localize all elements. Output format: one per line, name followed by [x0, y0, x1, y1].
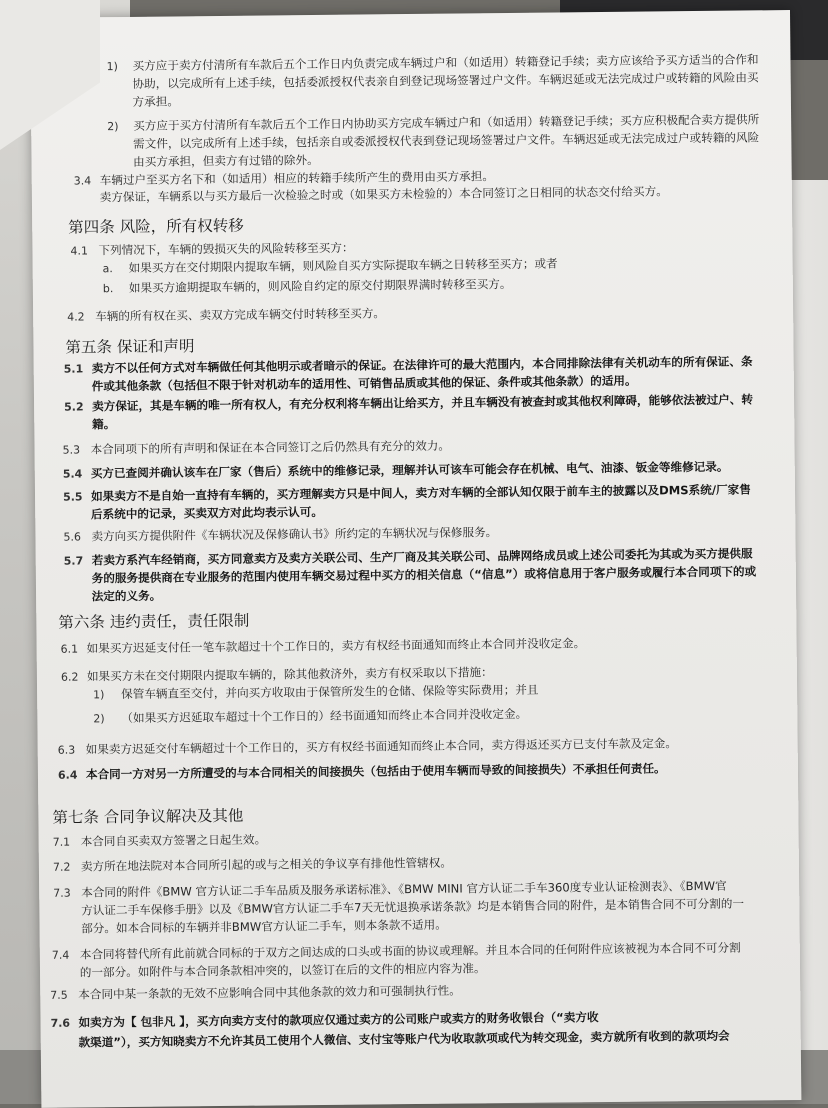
clause-text-line: 车辆过户至买方名下和（如适用）相应的转籍手续所产生的费用由买方承担。	[99, 169, 494, 188]
clause-number: 5.2	[64, 400, 84, 414]
section-heading: 第四条 风险，所有权转移	[68, 216, 244, 237]
clause-number: b.	[102, 282, 114, 296]
clause-number: 7.1	[52, 835, 71, 849]
clause-text-line: 件或其他条款（包括但不限于针对机动车的适用性、可销售品质或其他的保证、条件或其他条款）的适用。	[91, 373, 637, 394]
clause-text-line: 款渠道”），买方知晓卖方不允许其员工使用个人微信、支付宝等账户代为收取款项或代为转交现金，卖方就所有收到的款项均会	[78, 1028, 730, 1050]
clause-number: 6.3	[57, 743, 76, 757]
clause-text-line: 车辆的所有权在买、卖双方完成车辆交付时转移至买方。	[95, 306, 386, 324]
contract-page	[30, 10, 801, 1108]
clause-number: 4.1	[70, 244, 89, 258]
clause-text-line: 由买方承担，但卖方有过错的除外。	[133, 152, 319, 169]
clause-number: 7.6	[50, 1016, 71, 1030]
clause-text-line: 需文件，以完成所有上述手续，包括亲自或委派授权代表到登记现场签署过户文件。车辆迟延或无法完成过户或转籍的风险	[133, 130, 760, 151]
clause-text-line: 保管车辆直至交付，并向买方收取由于保管所发生的仓储、保险等实际费用；并且	[121, 682, 539, 702]
clause-number: 7.4	[51, 948, 70, 962]
clause-number: 5.3	[62, 443, 81, 457]
clause-number: 2)	[93, 712, 105, 726]
clause-text-line: 本合同将替代所有此前就合同标的于双方之间达成的口头或书面的协议或理解。并且本合同的任何附件应该被视为本合同不可分割	[79, 940, 741, 962]
clause-text-line: 下列情况下，车辆的毁损灭失的风险转移至买方：	[98, 240, 354, 258]
clause-text-line: 协助，以完成所有上述手续，包括委派授权代表亲自到登记现场签署过户文件。车辆迟延或无法完成过户或转籍的风险由买	[132, 70, 759, 91]
clause-text-line: 卖方向买方提供附件《车辆状况及保修确认书》所约定的车辆状况与保修服务。	[91, 525, 498, 544]
section-heading: 第六条 违约责任，责任限制	[58, 611, 250, 632]
clause-number: 4.2	[67, 310, 85, 324]
clause-text-line: 如果买方迟延支付任一笔车款超过十个工作日的，卖方有权经书面通知而终止本合同并没收定金。	[86, 636, 586, 656]
clause-text-line: 如果买方未在交付期限内提取车辆的，除其他救济外，卖方有权采取以下措施：	[86, 665, 493, 684]
clause-text-line: 部分。如本合同标的车辆并非BMW官方认证二手车，则本条款不适用。	[81, 917, 447, 936]
clause-number: 5.7	[63, 554, 84, 568]
clause-text-line: 本合同的附件《BMW 官方认证二手车品质及服务承诺标准》、《BMW MINI 官方认证二手车360度专业认证检测表》、《BMW官	[81, 878, 727, 900]
clause-text-line: 如果买方在交付期限内提取车辆，则风险自买方实际提取车辆之日转移至买方；或者	[128, 256, 558, 275]
clause-text-line: 卖方所在地法院对本合同所引起的或与之相关的争议享有排他性管辖权。	[80, 855, 452, 874]
clause-number: 6.2	[60, 670, 79, 684]
clause-text-line: 买方已查阅并确认该车在厂家（售后）系统中的维修记录，理解并认可该车可能会存在机械、电气、油漆、钣金等维修记录。	[90, 459, 729, 481]
clause-number: 3.4	[73, 174, 92, 188]
clause-text-line: 本合同项下的所有声明和保证在本合同签订之后仍然具有充分的效力。	[90, 438, 451, 457]
clause-number: 7.5	[50, 988, 68, 1002]
clause-text-line: 籍。	[92, 417, 116, 432]
clause-text-line: 卖方保证，车辆系以与买方最后一次检验之时或（如果买方未检验的）本合同签订之日相同的状态交付给买方。	[99, 184, 668, 205]
clause-text-line: 方认证二手车保修手册》以及《BMW官方认证二手车7天无忧退换承诺条款》均是本销售合同的附件，是本销售合同不可分割的一	[81, 896, 745, 918]
clause-number: 2)	[107, 120, 119, 134]
clause-text-line: 务的服务提供商在专业服务的范围内使用车辆交易过程中买方的相关信息（“信息”）或将信息用于客户服务或履行本合同项下的或	[91, 564, 757, 586]
clause-text-line: 本合同中某一条款的无效不应影响合同中其他条款的效力和可强制执行性。	[78, 983, 461, 1002]
clause-number: 5.1	[63, 362, 84, 376]
clause-text-line: 本合同一方对另一方所遭受的与本合同相关的间接损失（包括由于使用车辆而导致的间接损失）不承担任何责任。	[85, 761, 666, 782]
clause-text-line: 如果买方逾期提取车辆的，则风险自约定的原交付期限界满时转移至买方。	[128, 276, 512, 295]
clause-text-line: 如果卖方迟延交付车辆超过十个工作日的，买方有权经书面通知而终止本合同，卖方得返还买方已支付车款及定金。	[85, 736, 678, 757]
clause-text-line: 法定的义务。	[91, 588, 162, 604]
clause-text-line: 方承担。	[132, 94, 179, 109]
clause-text-line: 卖方不以任何方式对车辆做任何其他明示或者暗示的保证。在法律许可的最大范围内，本合同排除法律有关机动车的所有保证、条	[91, 354, 753, 376]
clause-text-line: （如果买方迟延取车超过十个工作日的）经书面通知而终止本合同并没收定金。	[121, 706, 528, 726]
clause-text-line: 如卖方为【 包非凡 】，买方向卖方支付的款项应仅通过卖方的公司账户或卖方的财务收银台（“卖方收	[78, 1010, 599, 1030]
clause-number: 5.5	[62, 490, 83, 504]
section-heading: 第五条 保证和声明	[65, 337, 195, 357]
clause-number: 5.4	[62, 467, 83, 481]
contract-content	[30, 10, 790, 1050]
clause-number: 6.1	[60, 642, 79, 656]
clause-text-line: 如果卖方不是自始一直持有车辆的，买方理解卖方只是中间人，卖方对车辆的全部认知仅限于前车主的披露以及DMS系统/厂家售	[90, 482, 751, 504]
clause-text-line: 买方应于卖方付清所有车款后五个工作日内负责完成车辆过户和（如适用）转籍登记手续；卖方应该给予买方适当的合作和	[132, 52, 759, 73]
clause-number: 7.2	[52, 860, 71, 874]
clause-text-line: 的一部分。如附件与本合同条款相冲突的，以签订在后的文件的相应内容为准。	[79, 961, 486, 980]
clause-number: 5.6	[63, 530, 82, 544]
clause-text-line: 后系统中的记录，买卖双方对此均表示认可。	[90, 504, 323, 522]
clause-number: 1)	[106, 60, 118, 74]
clause-text-line: 买方应于买方付清所有车款后五个工作日内协助买方完成车辆过户和（如适用）转籍登记手续；买方应积极配合卖方提供所	[133, 112, 760, 133]
clause-text-line: 若卖方系汽车经销商，买方同意卖方及卖方关联公司、生产厂商及其关联公司、品牌网络成员或上述公司委托为其或为买方提供服	[91, 546, 753, 568]
clause-number: 7.3	[53, 886, 71, 900]
clause-number: a.	[102, 262, 113, 276]
clause-number: 6.4	[57, 768, 78, 782]
clause-text-line: 本合同自买卖双方签署之日起生效。	[80, 832, 267, 849]
section-heading: 第七条 合同争议解决及其他	[52, 806, 244, 827]
clause-number: 1)	[93, 688, 105, 702]
clause-text-line: 卖方保证，其是车辆的唯一所有权人，有充分权利将车辆出让给买方，并且车辆没有被查封或其他权利障碍，能够依法被过户、转	[92, 392, 753, 414]
